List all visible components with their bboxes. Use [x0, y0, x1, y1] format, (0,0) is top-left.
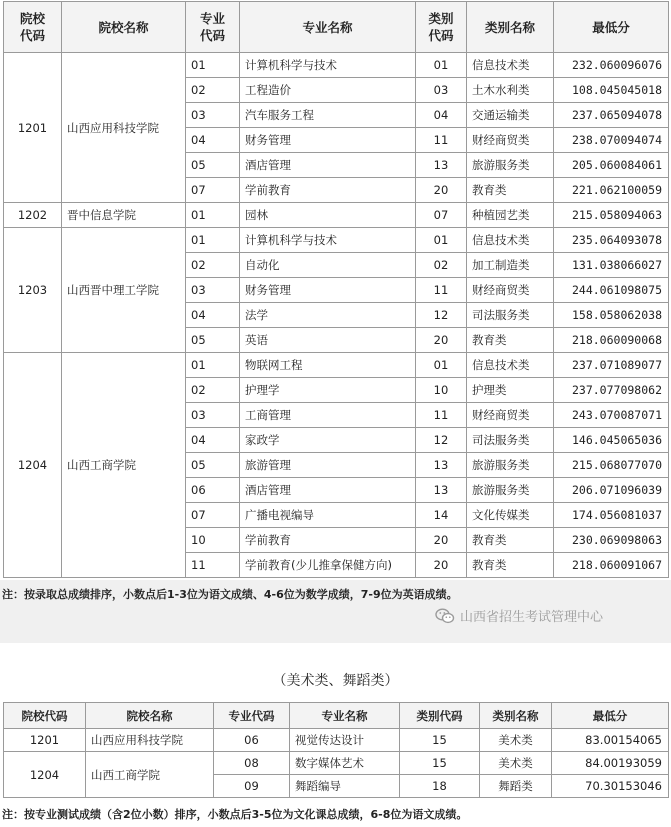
- min-score-cell: 83.00154065: [552, 729, 669, 752]
- min-score-cell: 232.060096076: [554, 53, 669, 78]
- category-code-cell: 20: [416, 328, 467, 353]
- section-subtitle: （美术类、舞蹈类）: [272, 673, 399, 689]
- min-score-cell: 235.064093078: [554, 228, 669, 253]
- header-school-name: 院校名称: [86, 703, 214, 729]
- major-code-cell: 02: [186, 253, 240, 278]
- category-code-cell: 15: [400, 729, 480, 752]
- major-name-cell: 工程造价: [240, 78, 416, 103]
- category-name-cell: 加工制造类: [467, 253, 554, 278]
- category-code-cell: 01: [416, 228, 467, 253]
- min-score-cell: 238.070094074: [554, 128, 669, 153]
- major-name-cell: 工商管理: [240, 403, 416, 428]
- watermark-text: 山西省招生考试管理中心: [460, 610, 604, 625]
- header-min-score: 最低分: [554, 2, 669, 53]
- major-code-cell: 07: [186, 503, 240, 528]
- category-name-cell: 信息技术类: [467, 228, 554, 253]
- category-name-cell: 教育类: [467, 328, 554, 353]
- major-code-cell: 03: [186, 278, 240, 303]
- min-score-cell: 221.062100059: [554, 178, 669, 203]
- table-row: [4, 203, 669, 228]
- category-code-cell: 11: [416, 128, 467, 153]
- category-code-cell: 15: [400, 752, 480, 775]
- major-name-cell: 汽车服务工程: [240, 103, 416, 128]
- table-row: [4, 353, 669, 378]
- min-score-cell: 158.058062038: [554, 303, 669, 328]
- category-name-cell: 文化传媒类: [467, 503, 554, 528]
- header-min-score: 最低分: [552, 703, 669, 729]
- min-score-cell: 218.060090068: [554, 328, 669, 353]
- school-code-cell: 1204: [4, 752, 86, 798]
- min-score-cell: 131.038066027: [554, 253, 669, 278]
- major-code-cell: 02: [186, 378, 240, 403]
- min-score-cell: 146.045065036: [554, 428, 669, 453]
- category-code-cell: 07: [416, 203, 467, 228]
- category-name-cell: 教育类: [467, 553, 554, 578]
- major-code-cell: 05: [186, 328, 240, 353]
- min-score-cell: 230.069098063: [554, 528, 669, 553]
- category-name-cell: 土木水利类: [467, 78, 554, 103]
- major-code-cell: 05: [186, 153, 240, 178]
- school-name-cell: 山西应用科技学院: [62, 53, 186, 203]
- min-score-cell: 237.077098062: [554, 378, 669, 403]
- category-name-cell: 财经商贸类: [467, 403, 554, 428]
- category-name-cell: 旅游服务类: [467, 453, 554, 478]
- category-code-cell: 11: [416, 278, 467, 303]
- school-name-cell: 山西工商学院: [86, 752, 214, 798]
- header-category-name: 类别名称: [467, 2, 554, 53]
- school-code-cell: 1201: [4, 729, 86, 752]
- school-code-cell: 1202: [4, 203, 62, 228]
- wechat-icon: [435, 608, 455, 624]
- major-code-cell: 11: [186, 553, 240, 578]
- header-school-code: 院校 代码: [4, 2, 62, 53]
- major-code-cell: 01: [186, 53, 240, 78]
- major-name-cell: 护理学: [240, 378, 416, 403]
- category-name-cell: 种植园艺类: [467, 203, 554, 228]
- min-score-cell: 237.071089077: [554, 353, 669, 378]
- major-code-cell: 02: [186, 78, 240, 103]
- category-code-cell: 12: [416, 428, 467, 453]
- major-name-cell: 园林: [240, 203, 416, 228]
- category-name-cell: 财经商贸类: [467, 278, 554, 303]
- category-code-cell: 14: [416, 503, 467, 528]
- school-name-cell: 晋中信息学院: [62, 203, 186, 228]
- category-code-cell: 13: [416, 453, 467, 478]
- major-name-cell: 数字媒体艺术: [290, 752, 400, 775]
- major-name-cell: 学前教育: [240, 178, 416, 203]
- category-name-cell: 旅游服务类: [467, 478, 554, 503]
- table-row: [4, 729, 669, 752]
- major-code-cell: 01: [186, 353, 240, 378]
- category-code-cell: 04: [416, 103, 467, 128]
- major-name-cell: 物联网工程: [240, 353, 416, 378]
- table-row: [4, 752, 669, 775]
- major-name-cell: 旅游管理: [240, 453, 416, 478]
- category-code-cell: 10: [416, 378, 467, 403]
- major-code-cell: 07: [186, 178, 240, 203]
- header-category-name: 类别名称: [480, 703, 552, 729]
- category-code-cell: 13: [416, 153, 467, 178]
- category-code-cell: 20: [416, 553, 467, 578]
- category-code-cell: 11: [416, 403, 467, 428]
- art-dance-score-table: [3, 702, 669, 798]
- category-name-cell: 司法服务类: [467, 303, 554, 328]
- major-name-cell: 英语: [240, 328, 416, 353]
- header-school-name: 院校名称: [62, 2, 186, 53]
- header-major-name: 专业名称: [290, 703, 400, 729]
- table2-note: 注：按专业测试成绩（含2位小数）排序，小数点后3-5位为文化课总成绩，6-8位为语文成绩。: [2, 808, 468, 821]
- major-name-cell: 财务管理: [240, 278, 416, 303]
- category-code-cell: 20: [416, 178, 467, 203]
- min-score-cell: 218.060091067: [554, 553, 669, 578]
- category-name-cell: 财经商贸类: [467, 128, 554, 153]
- header-category-code: 类别 代码: [416, 2, 467, 53]
- major-code-cell: 04: [186, 303, 240, 328]
- min-score-cell: 237.065094078: [554, 103, 669, 128]
- major-name-cell: 学前教育: [240, 528, 416, 553]
- table-header-row: [4, 2, 669, 53]
- header-major-code: 专业 代码: [186, 2, 240, 53]
- header-category-code: 类别代码: [400, 703, 480, 729]
- major-code-cell: 01: [186, 203, 240, 228]
- category-name-cell: 教育类: [467, 528, 554, 553]
- major-name-cell: 自动化: [240, 253, 416, 278]
- major-code-cell: 03: [186, 103, 240, 128]
- major-name-cell: 学前教育(少儿推拿保健方向): [240, 553, 416, 578]
- min-score-cell: 108.045045018: [554, 78, 669, 103]
- category-name-cell: 舞蹈类: [480, 775, 552, 798]
- major-code-cell: 06: [186, 478, 240, 503]
- admission-score-table: [3, 1, 669, 578]
- school-name-cell: 山西晋中理工学院: [62, 228, 186, 353]
- school-name-cell: 山西应用科技学院: [86, 729, 214, 752]
- category-name-cell: 美术类: [480, 752, 552, 775]
- table-header-row: [4, 703, 669, 729]
- major-code-cell: 04: [186, 428, 240, 453]
- category-name-cell: 护理类: [467, 378, 554, 403]
- watermark: [435, 606, 603, 625]
- category-code-cell: 13: [416, 478, 467, 503]
- school-name-cell: 山西工商学院: [62, 353, 186, 578]
- min-score-cell: 70.30153046: [552, 775, 669, 798]
- major-code-cell: 05: [186, 453, 240, 478]
- major-name-cell: 计算机科学与技术: [240, 228, 416, 253]
- table1-note: 注：按录取总成绩排序，小数点后1-3位为语文成绩、4-6位为数学成绩，7-9位为英语成绩。: [2, 588, 458, 601]
- major-name-cell: 财务管理: [240, 128, 416, 153]
- major-name-cell: 家政学: [240, 428, 416, 453]
- category-code-cell: 01: [416, 53, 467, 78]
- major-code-cell: 03: [186, 403, 240, 428]
- header-major-code: 专业代码: [214, 703, 290, 729]
- major-name-cell: 计算机科学与技术: [240, 53, 416, 78]
- min-score-cell: 174.056081037: [554, 503, 669, 528]
- min-score-cell: 215.058094063: [554, 203, 669, 228]
- min-score-cell: 84.00193059: [552, 752, 669, 775]
- school-code-cell: 1204: [4, 353, 62, 578]
- major-code-cell: 01: [186, 228, 240, 253]
- header-school-code: 院校代码: [4, 703, 86, 729]
- category-code-cell: 03: [416, 78, 467, 103]
- category-code-cell: 01: [416, 353, 467, 378]
- major-name-cell: 视觉传达设计: [290, 729, 400, 752]
- min-score-cell: 215.068077070: [554, 453, 669, 478]
- category-name-cell: 司法服务类: [467, 428, 554, 453]
- category-name-cell: 信息技术类: [467, 353, 554, 378]
- school-code-cell: 1203: [4, 228, 62, 353]
- min-score-cell: 244.061098075: [554, 278, 669, 303]
- category-name-cell: 美术类: [480, 729, 552, 752]
- major-code-cell: 08: [214, 752, 290, 775]
- major-name-cell: 舞蹈编导: [290, 775, 400, 798]
- category-code-cell: 20: [416, 528, 467, 553]
- category-name-cell: 信息技术类: [467, 53, 554, 78]
- major-name-cell: 法学: [240, 303, 416, 328]
- major-code-cell: 10: [186, 528, 240, 553]
- table-row: [4, 228, 669, 253]
- category-name-cell: 交通运输类: [467, 103, 554, 128]
- category-code-cell: 12: [416, 303, 467, 328]
- major-code-cell: 06: [214, 729, 290, 752]
- header-major-name: 专业名称: [240, 2, 416, 53]
- major-name-cell: 广播电视编导: [240, 503, 416, 528]
- school-code-cell: 1201: [4, 53, 62, 203]
- major-name-cell: 酒店管理: [240, 478, 416, 503]
- major-code-cell: 09: [214, 775, 290, 798]
- min-score-cell: 243.070087071: [554, 403, 669, 428]
- category-name-cell: 旅游服务类: [467, 153, 554, 178]
- category-code-cell: 18: [400, 775, 480, 798]
- major-code-cell: 04: [186, 128, 240, 153]
- min-score-cell: 206.071096039: [554, 478, 669, 503]
- category-code-cell: 02: [416, 253, 467, 278]
- min-score-cell: 205.060084061: [554, 153, 669, 178]
- table-row: [4, 53, 669, 78]
- major-name-cell: 酒店管理: [240, 153, 416, 178]
- category-name-cell: 教育类: [467, 178, 554, 203]
